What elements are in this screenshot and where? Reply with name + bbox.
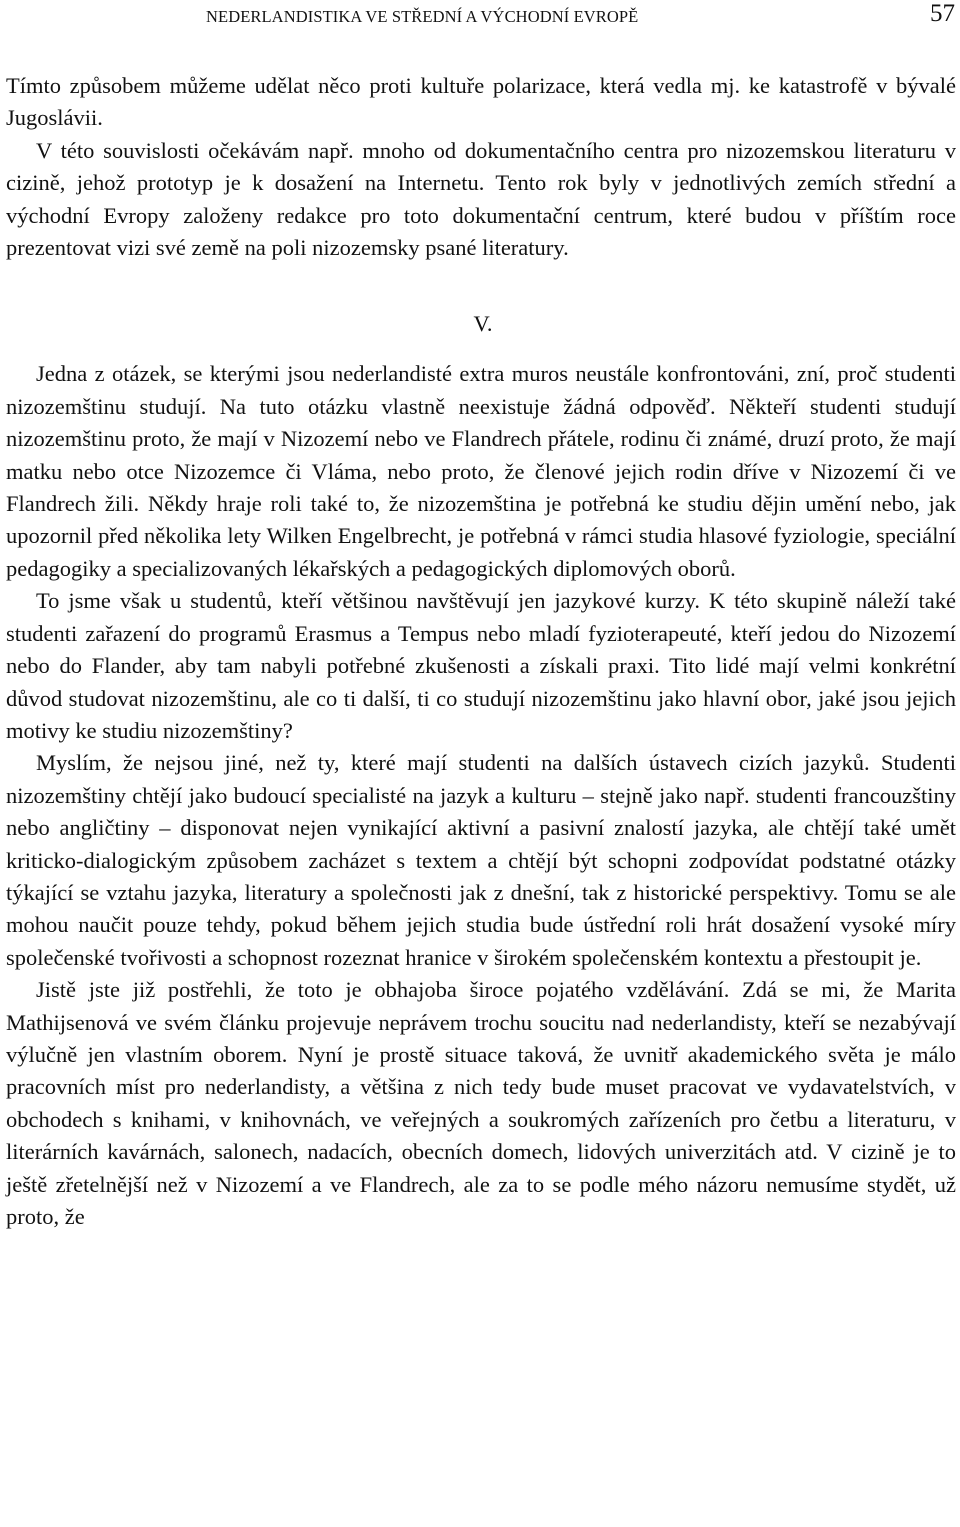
paragraph: Jedna z otázek, se kterými jsou nederlandisté extra muros neustále konfrontováni, zní, proč studenti nizozemštinu studují. Na tuto otázku vlastně neexistuje žádná odpověď. Někteří studenti studují nizozemštinu proto, že mají v Nizozemí nebo ve Flandrech přátele, rodinu či známé, druzí proto, že mají matku nebo otce Nizozemce či Vláma, nebo proto, že členové jejich rodin dříve v Nizozemí či ve Flandrech žili. Někdy hraje roli také to, že nizozemština je potřebná ke studiu dějin umění nebo, jak upozornil před několika lety Wilken Engelbrecht, je potřebná v rámci studia hlasové fyziologie, speciální pedagogiky a specializovaných lékařských a pedagogických diplomových oborů. (6, 361, 956, 581)
section-heading (6, 308, 956, 340)
running-header (6, 0, 956, 44)
page-number: 57 (930, 0, 955, 27)
paragraph: Myslím, že nejsou jiné, než ty, které mají studenti na dalších ústavech cizích jazyků. Studenti nizozemštiny chtějí jako budoucí specialisté na jazyk a kulturu – stejně jako např. studenti francouzštiny nebo angličtiny – disponovat nejen vynikající aktivní a pasivní znalostí jazyka, ale chtějí také umět kriticko-dialogickým způsobem zacházet s textem a chtějí být schopni zodpovídat podstatné otázky týkající se vztahu jazyka, literatury a společnosti jak z dnešní, tak z historické perspektivy. Tomu se ale mohou naučit pouze tehdy, pokud během jejich studia bude ústřední roli hrát dosažení vysoké míry společenské tvořivosti a schopnost rozeznat hranice v širokém společenském kontextu a přestoupit je. (6, 750, 956, 970)
paragraph: Tímto způsobem můžeme udělat něco proti kultuře polarizace, která vedla mj. ke katastrofě v bývalé Jugoslávii. (6, 73, 956, 131)
paragraph: V této souvislosti očekávám např. mnoho od dokumentačního centra pro nizozemskou literaturu v cizině, jehož prototyp je k dosažení na Internetu. Tento rok byly v jednotlivých zemích střední a východní Evropy založeny redakce pro toto dokumentační centrum, které budou v příštím roce prezentovat vizi své země na poli nizozemsky psané literatury. (6, 137, 956, 261)
body-text (6, 70, 956, 1233)
section-number: V. (473, 311, 493, 337)
paragraph: To jsme však u studentů, kteří většinou navštěvují jen jazykové kurzy. K této skupině náleží také studenti zařazení do programů Erasmus a Tempus nebo mladí fyzioterapeuté, kteří jedou do Nizozemí nebo do Flander, aby tam nabyli potřebné zkušenosti a získali praxi. Tito lidé mají velmi konkrétní důvod studovat nizozemštinu, ale co ti další, ti co studují nizozemštinu jako hlavní obor, jaké jsou jejich motivy ke studiu nizozemštiny? (6, 588, 956, 743)
book-page (6, 0, 956, 1233)
running-title: NEDERLANDISTIKA VE STŘEDNÍ A VÝCHODNÍ EVROPĚ (206, 7, 639, 26)
paragraph: Jistě jste již postřehli, že toto je obhajoba široce pojatého vzdělávání. Zdá se mi, že Marita Mathijsenová ve svém článku projevuje neprávem trochu soucitu nad nederlandisty, kteří se nezabývají výlučně jen vlastním oborem. Nyní je prostě situace taková, že uvnitř akademického světa je málo pracovních míst pro nederlandisty, a většina z nich tedy bude muset pracovat ve vydavatelstvích, v obchodech s knihami, v knihovnách, ve veřejných a soukromých zařízeních pro četbu a literaturu, v literárních kavárnách, salonech, nadacích, obecních domech, lidových univerzitách atd. V cizině je to ještě zřetelnější než v Nizozemí a ve Flandrech, ale za to se podle mého názoru nemusíme stydět, už proto, že (6, 977, 956, 1229)
